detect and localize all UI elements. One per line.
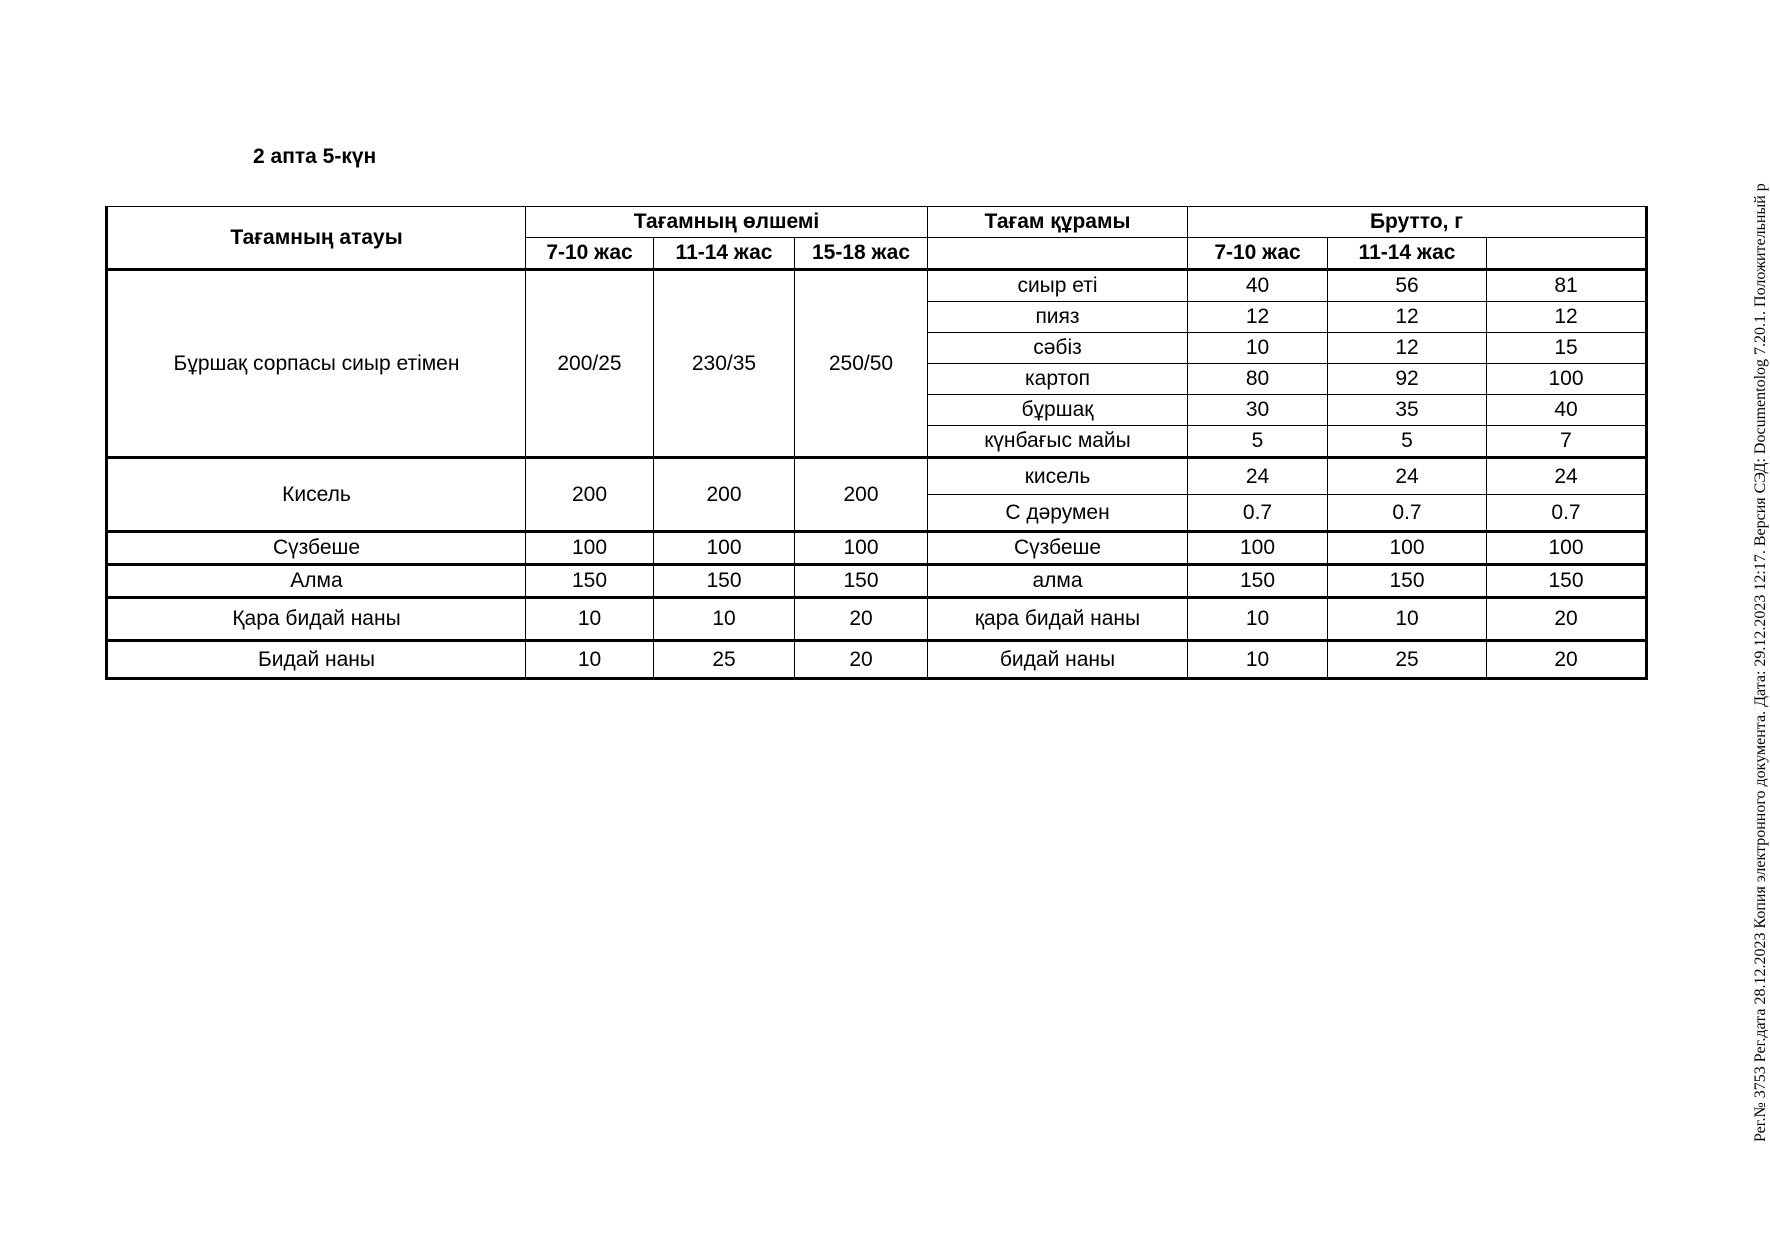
portion-cell: 25 [654,641,795,679]
brutto-cell: 30 [1188,395,1328,426]
brutto-cell: 150 [1188,565,1328,598]
portion-cell: 150 [526,565,654,598]
portion-cell: 20 [795,641,928,679]
table-row [107,565,1647,598]
header-brutto: Брутто, г [1188,207,1647,238]
ingredient-name-cell: С дәрумен [928,495,1188,532]
portion-cell: 10 [526,641,654,679]
brutto-cell: 40 [1487,395,1647,426]
portion-cell: 100 [795,532,928,565]
ingredient-name-cell: сәбіз [928,333,1188,364]
header-brutto-age-15-18 [1487,238,1647,270]
header-portion-age-11-14: 11-14 жас [654,238,795,270]
ingredient-name-cell: сиыр еті [928,270,1188,302]
brutto-cell: 10 [1188,641,1328,679]
portion-cell: 10 [526,598,654,641]
brutto-cell: 35 [1328,395,1487,426]
brutto-cell: 0.7 [1188,495,1328,532]
header-portion-age-7-10: 7-10 жас [526,238,654,270]
table-body [107,270,1647,679]
brutto-cell: 12 [1328,302,1487,333]
portion-cell: 200 [654,458,795,532]
brutto-cell: 100 [1188,532,1328,565]
table-header [107,207,1647,270]
table-row [107,532,1647,565]
brutto-cell: 150 [1487,565,1647,598]
brutto-cell: 10 [1188,598,1328,641]
ingredient-name-cell: қара бидай наны [928,598,1188,641]
brutto-cell: 0.7 [1328,495,1487,532]
header-composition-empty [928,238,1188,270]
brutto-cell: 7 [1487,426,1647,458]
header-composition: Тағам құрамы [928,207,1188,238]
portion-cell: 150 [795,565,928,598]
dish-name-cell: Қара бидай наны [107,598,526,641]
header-dish-name: Тағамның атауы [107,207,526,270]
portion-cell: 200 [526,458,654,532]
table-row [107,458,1647,495]
header-portion: Тағамның өлшемі [526,207,928,238]
brutto-cell: 12 [1487,302,1647,333]
ingredient-name-cell: бұршақ [928,395,1188,426]
brutto-cell: 10 [1328,598,1487,641]
menu-table [105,206,1648,680]
table-row [107,270,1647,302]
brutto-cell: 150 [1328,565,1487,598]
dish-name-cell: Кисель [107,458,526,532]
header-brutto-age-7-10: 7-10 жас [1188,238,1328,270]
brutto-cell: 15 [1487,333,1647,364]
portion-cell: 100 [654,532,795,565]
brutto-cell: 20 [1487,641,1647,679]
ingredient-name-cell: күнбағыс майы [928,426,1188,458]
portion-cell: 10 [654,598,795,641]
dish-name-cell: Бидай наны [107,641,526,679]
header-portion-age-15-18: 15-18 жас [795,238,928,270]
portion-cell: 100 [526,532,654,565]
portion-cell: 20 [795,598,928,641]
brutto-cell: 20 [1487,598,1647,641]
dish-name-cell: Бұршақ сорпасы сиыр етімен [107,270,526,458]
portion-cell: 200 [795,458,928,532]
brutto-cell: 24 [1328,458,1487,495]
brutto-cell: 5 [1328,426,1487,458]
dish-name-cell: Алма [107,565,526,598]
brutto-cell: 100 [1328,532,1487,565]
brutto-cell: 56 [1328,270,1487,302]
brutto-cell: 5 [1188,426,1328,458]
portion-cell: 150 [654,565,795,598]
brutto-cell: 100 [1487,364,1647,395]
portion-cell: 200/25 [526,270,654,458]
brutto-cell: 24 [1188,458,1328,495]
ingredient-name-cell: бидай наны [928,641,1188,679]
portion-cell: 250/50 [795,270,928,458]
table-row [107,598,1647,641]
table-row [107,641,1647,679]
brutto-cell: 12 [1328,333,1487,364]
dish-name-cell: Сүзбеше [107,532,526,565]
brutto-cell: 24 [1487,458,1647,495]
ingredient-name-cell: кисель [928,458,1188,495]
brutto-cell: 25 [1328,641,1487,679]
brutto-cell: 81 [1487,270,1647,302]
page-heading: 2 апта 5-күн [253,145,377,168]
ingredient-name-cell: картоп [928,364,1188,395]
brutto-cell: 100 [1487,532,1647,565]
ingredient-name-cell: алма [928,565,1188,598]
brutto-cell: 80 [1188,364,1328,395]
ingredient-name-cell: пияз [928,302,1188,333]
header-brutto-age-11-14: 11-14 жас [1328,238,1487,270]
brutto-cell: 0.7 [1487,495,1647,532]
brutto-cell: 40 [1188,270,1328,302]
brutto-cell: 10 [1188,333,1328,364]
brutto-cell: 92 [1328,364,1487,395]
portion-cell: 230/35 [654,270,795,458]
brutto-cell: 12 [1188,302,1328,333]
ingredient-name-cell: Сүзбеше [928,532,1188,565]
side-stamp: Рег.№ 3753 Рег.дата 28.12.2023 Копия электронного документа. Дата: 29.12.2023 12:17. Версия СЭД: Documentolog 7.20.1. Положительный р [1752,183,1769,1142]
